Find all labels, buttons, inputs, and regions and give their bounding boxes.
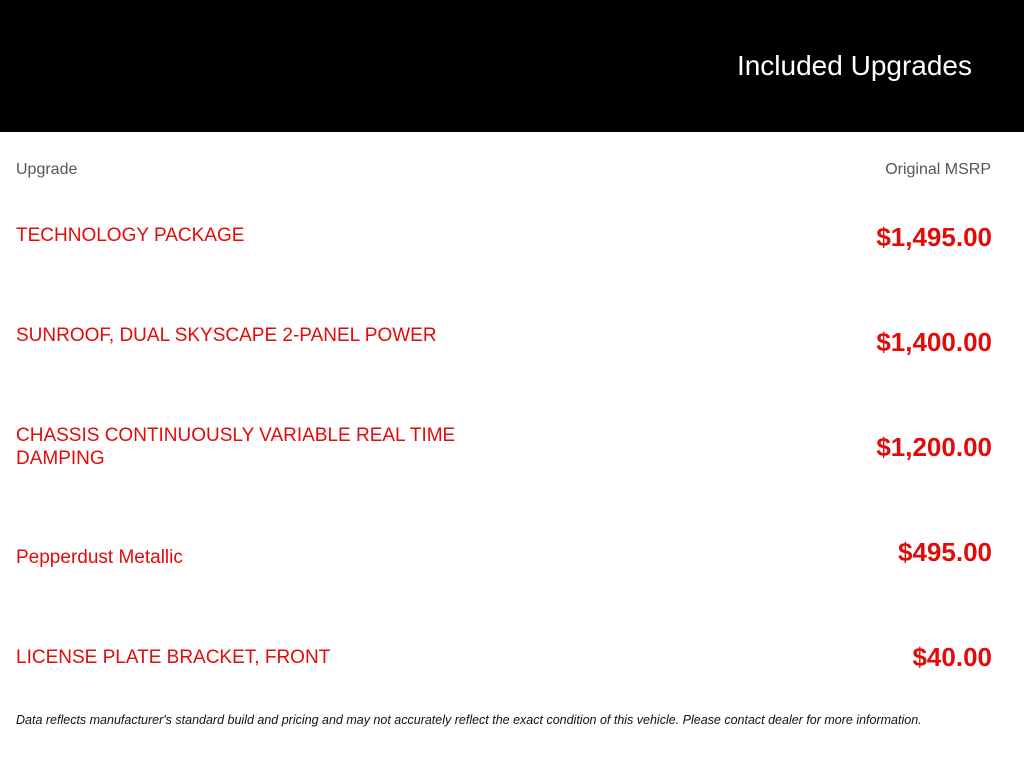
- disclaimer-text: Data reflects manufacturer's standard build and pricing and may not accurately reflect the exact condition of this vehicle. Please contact dealer for more information.: [16, 713, 922, 727]
- upgrade-price: $1,200.00: [876, 432, 992, 462]
- column-header-msrp: Original MSRP: [885, 161, 991, 178]
- upgrade-row: [16, 537, 992, 597]
- upgrade-name: SUNROOF, DUAL SKYSCAPE 2-PANEL POWER: [16, 325, 437, 346]
- upgrade-name: Pepperdust Metallic: [16, 547, 183, 568]
- upgrade-price: $40.00: [912, 642, 992, 672]
- upgrade-row: [16, 322, 992, 382]
- upgrade-price: $495.00: [898, 537, 992, 567]
- upgrade-price: $1,400.00: [876, 327, 992, 357]
- page-title: Included Upgrades: [736, 50, 972, 81]
- upgrade-price: $1,495.00: [876, 222, 992, 252]
- upgrade-name: TECHNOLOGY PACKAGE: [16, 225, 245, 246]
- upgrade-row: [16, 642, 992, 702]
- upgrade-row: [16, 222, 992, 282]
- upgrade-row: [16, 422, 992, 482]
- column-header-upgrade: Upgrade: [16, 161, 78, 178]
- upgrade-name: CHASSIS CONTINUOUSLY VARIABLE REAL TIME DAMPING: [16, 425, 456, 469]
- header-bar: [0, 0, 1024, 132]
- upgrade-name: LICENSE PLATE BRACKET, FRONT: [16, 647, 331, 668]
